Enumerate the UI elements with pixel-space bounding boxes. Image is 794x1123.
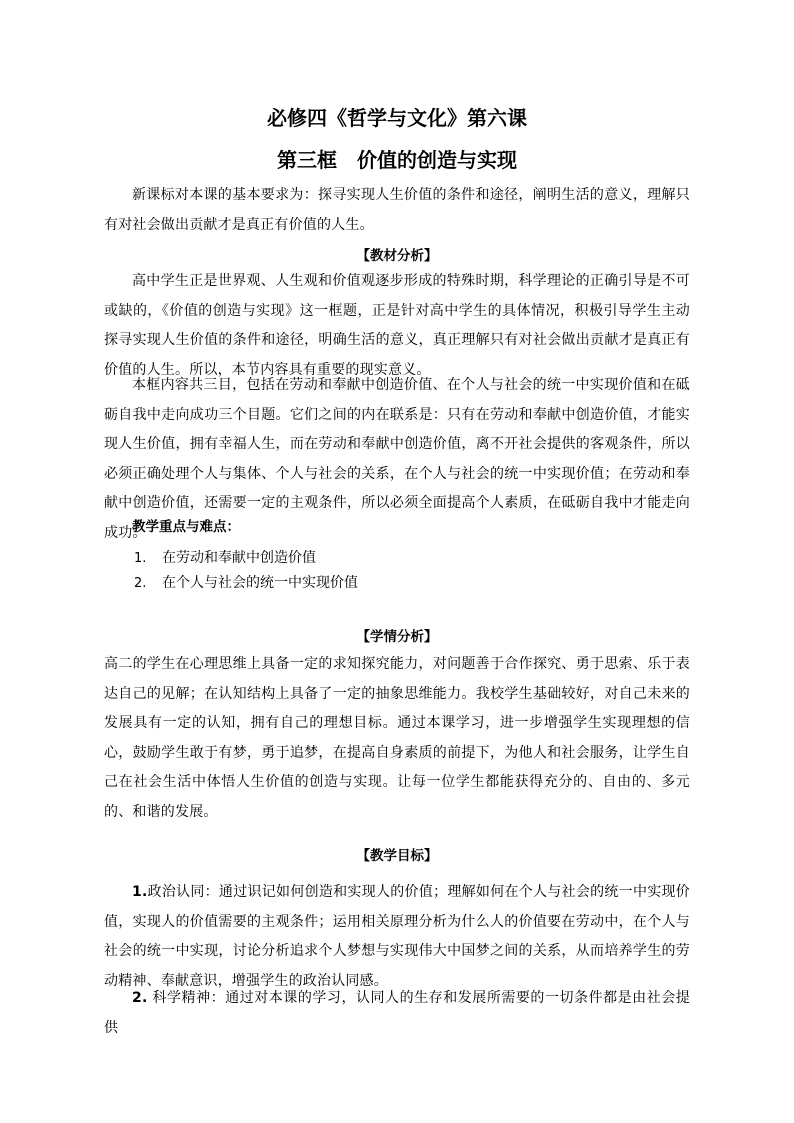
textbook-analysis-paragraph-2: 本框内容共三目，包括在劳动和奉献中创造价值、在个人与社会的统一中实现价值和在砥砺自我中走向成功三个目题。它们之间的内在联系是：只有在劳动和奉献中创造价值，才能实现人生价值，拥有幸福人生，而在劳动和奉献中创造价值，离不开社会提供的客观条件，所以必须正确处理个人与集体、个人与社会的关系，在个人与社会的统一中实现价值；在劳动和奉献中创造价值，还需要一定的主观条件，所以必须全面提高个人素质，在砥砺自我中才能走向成功。 (104, 377, 690, 541)
student-analysis-paragraph: 高二的学生在心理思维上具备一定的求知探究能力，对问题善于合作探究、勇于思索、乐于表达自己的见解；在认知结构上具备了一定的抽象思维能力。我校学生基础较好，对自己未来的发展具有一定的认知，拥有自己的理想目标。通过本课学习，进一步增强学生实现理想的信心，鼓励学生敢于有梦，勇于追梦，在提高自身素质的前提下，为他人和社会服务，让学生自己在社会生活中体悟人生价值的创造与实现。让每一位学生都能获得充分的、自由的、多元的、和谐的发展。 (104, 656, 690, 820)
list-number: 2. (134, 576, 147, 591)
goal-number: 2. (132, 990, 148, 1006)
textbook-analysis-heading: 【教材分析】 (356, 248, 438, 264)
student-analysis-heading: 【学情分析】 (356, 629, 438, 645)
goal-text: 政治认同：通过识记如何创造和实现人的价值；理解如何在个人与社会的统一中实现价值，实现人的价值需要的主观条件；运用相关原理分析为什么人的价值要在劳动中，在个人与社会的统一中实现，讨论分析追求个人梦想与实现伟大中国梦之间的关系，从而培养学生的劳动精神、奉献意识，增强学生的政治认同感。 (104, 884, 690, 989)
teaching-goals-heading: 【教学目标】 (356, 848, 438, 864)
document-subtitle: 第三框 价值的创造与实现 (277, 148, 517, 172)
list-item (134, 546, 358, 571)
list-text: 在个人与社会的统一中实现价值 (162, 575, 358, 591)
key-points-label: 教学重点与难点： (132, 519, 240, 535)
goal-number: 1. (132, 884, 148, 900)
list-text: 在劳动和奉献中创造价值 (162, 550, 316, 566)
teaching-goal-1 (104, 878, 690, 996)
key-points-list (134, 546, 358, 596)
intro-paragraph: 新课标对本课的基本要求为：探寻实现人生价值的条件和途径，阐明生活的意义，理解只有对社会做出贡献才是真正有价值的人生。 (104, 187, 690, 233)
goal-text: 科学精神：通过对本课的学习，认同人的生存和发展所需要的一切条件都是由社会提供 (104, 990, 690, 1036)
list-item (134, 571, 358, 596)
textbook-analysis-paragraph-1: 高中学生正是世界观、人生观和价值观逐步形成的特殊时期，科学理论的正确引导是不可或缺的，《价值的创造与实现》这一框题，正是针对高中学生的具体情况，积极引导学生主动探寻实现人生价值的条件和途径，明确生活的意义，真正理解只有对社会做出贡献才是真正有价值的人生。所以，本节内容具有重要的现实意义。 (104, 273, 690, 378)
teaching-goal-2 (104, 984, 690, 1043)
document-title: 必修四《哲学与文化》第六课 (267, 106, 527, 130)
list-number: 1. (134, 551, 147, 566)
